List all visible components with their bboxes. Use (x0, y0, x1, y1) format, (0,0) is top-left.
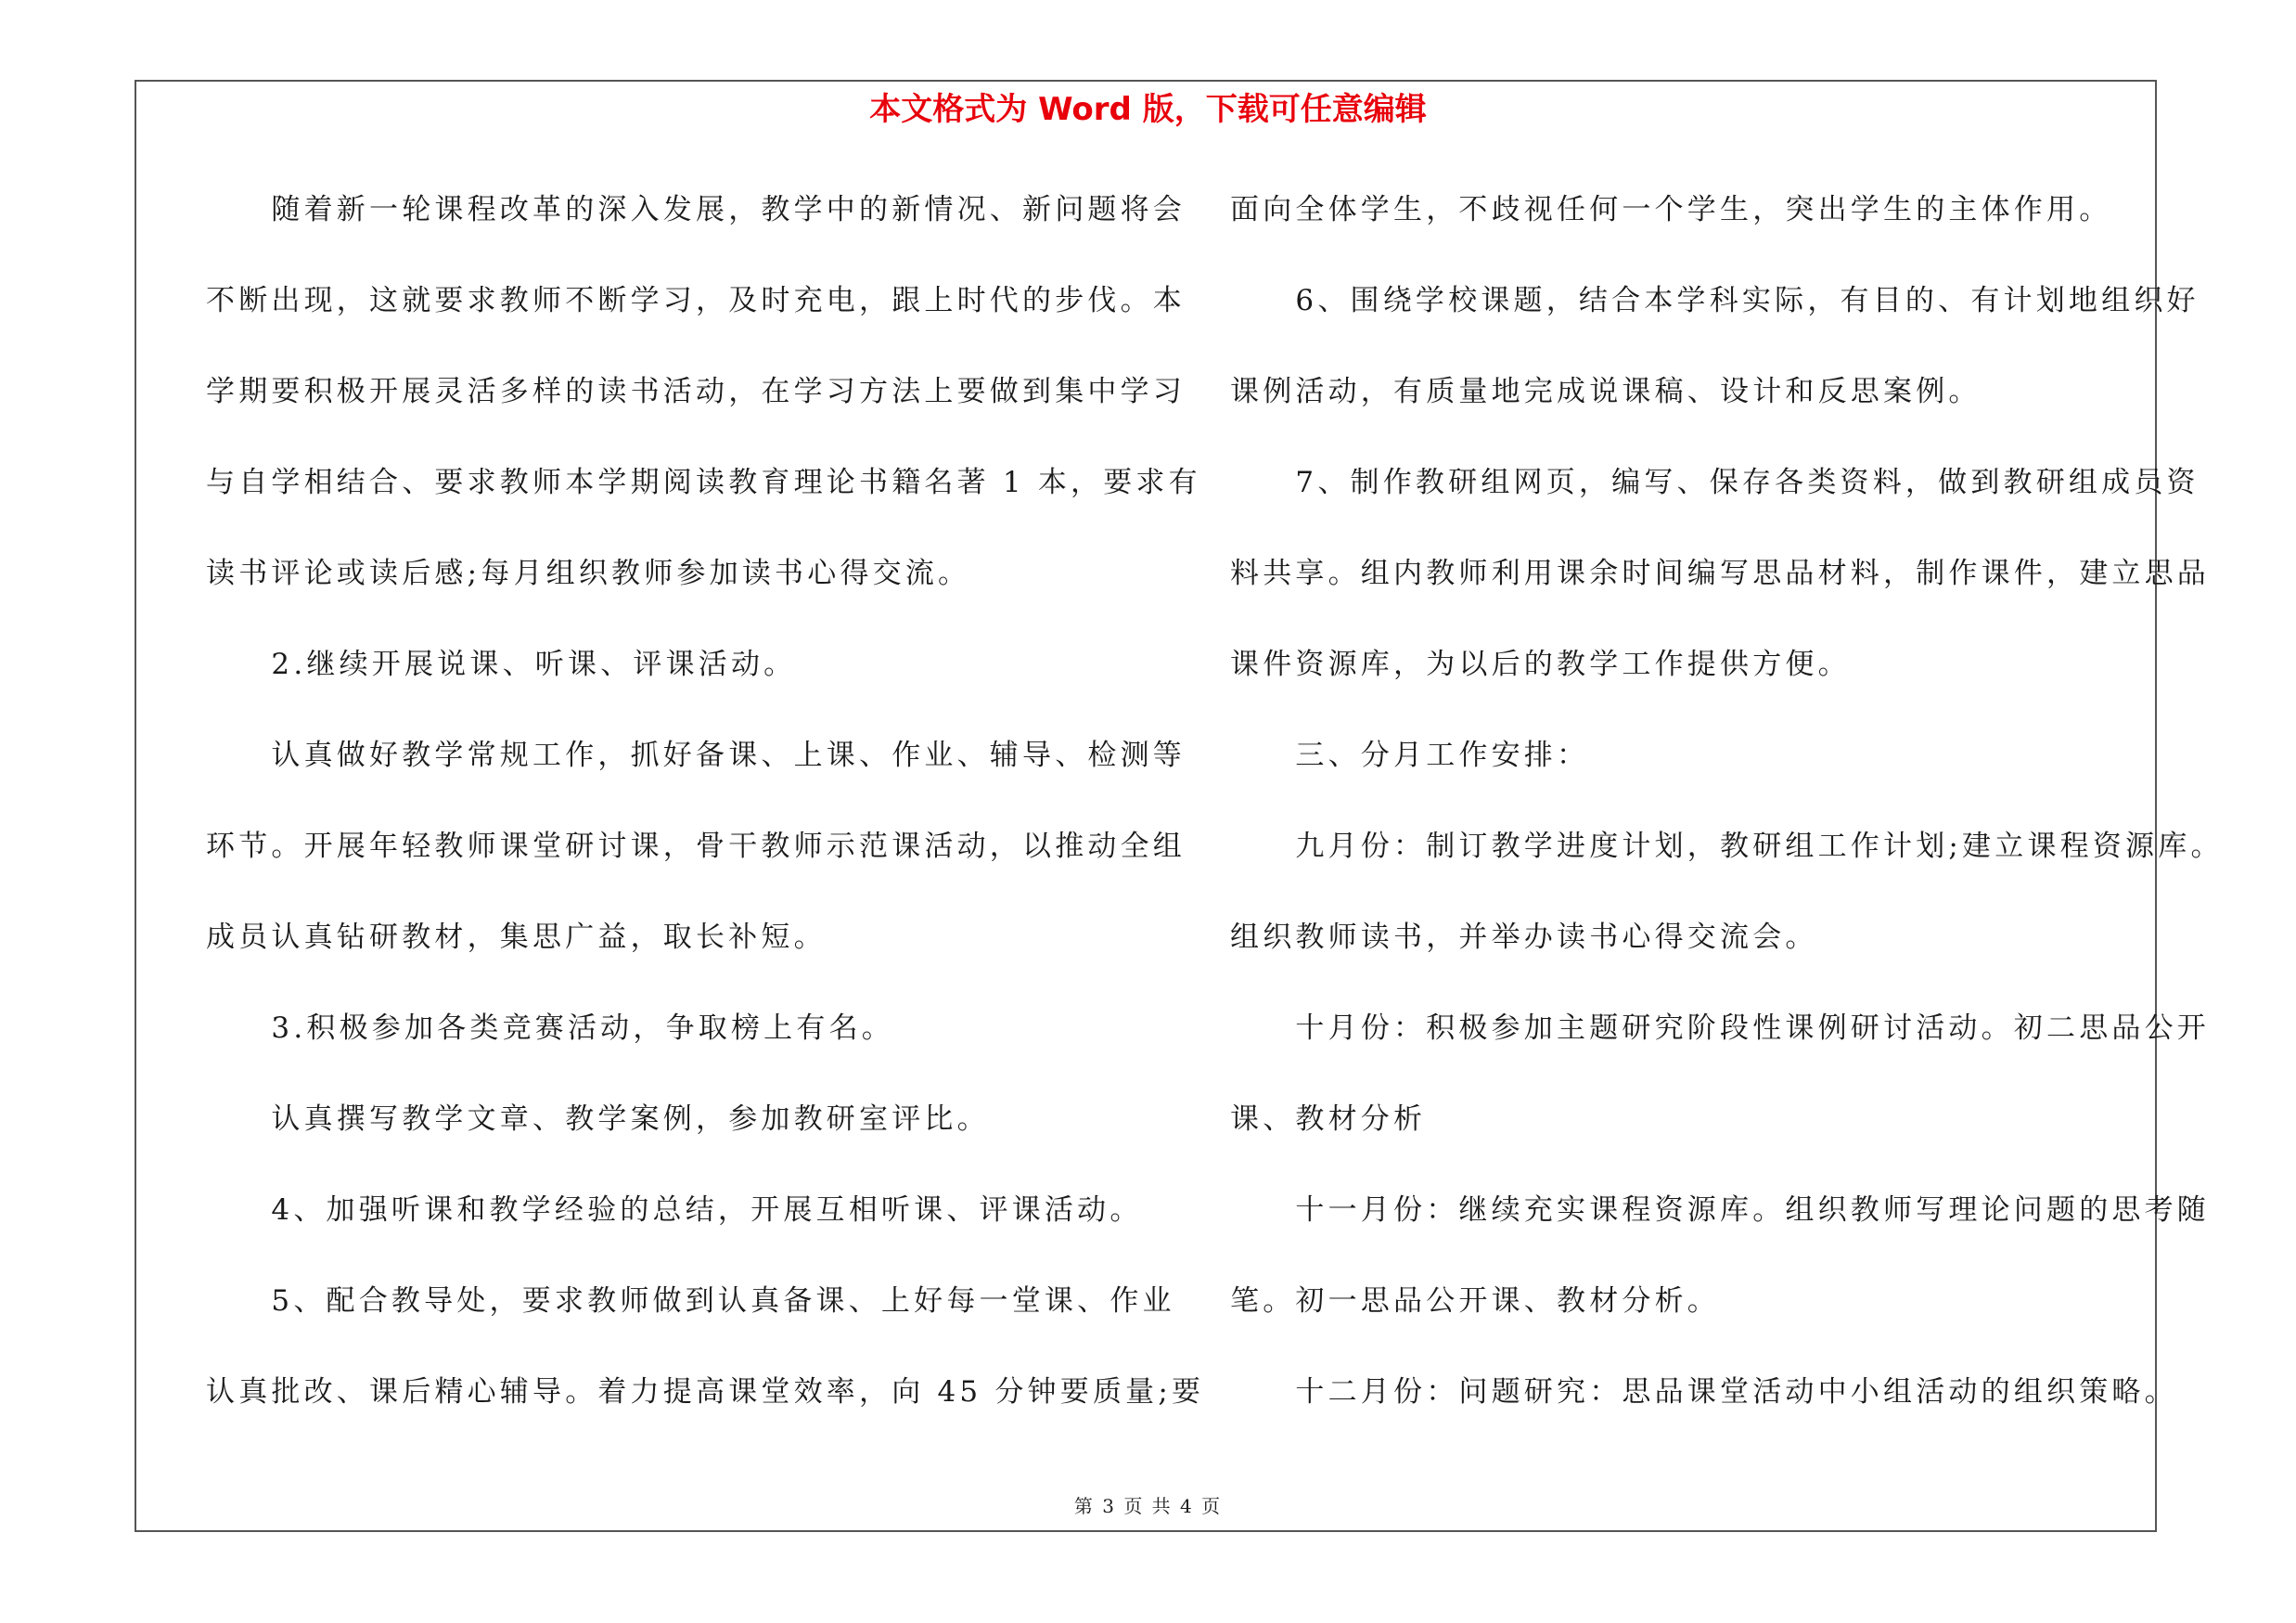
right-column (1230, 187, 2224, 1461)
paragraph-line: 成员认真钻研教材，集思广益，取长补短。 (206, 921, 827, 954)
paragraph-line: 笔。初一思品公开课、教材分析。 (1230, 1284, 1720, 1318)
paragraph-line: 十二月份：问题研究：思品课堂活动中小组活动的组织策略。 (1230, 1375, 2177, 1409)
paragraph-line: 不断出现，这就要求教师不断学习，及时充电，跟上时代的步伐。本 (206, 284, 1186, 317)
paragraph-line: 与自学相结合、要求教师本学期阅读教育理论书籍名著 1 本，要求有 (206, 466, 1201, 499)
paragraph-line: 5、配合教导处，要求教师做到认真备课、上好每一堂课、作业 (206, 1284, 1175, 1318)
paragraph-line: 4、加强听课和教学经验的总结，开展互相听课、评课活动。 (206, 1193, 1143, 1227)
paragraph-line: 三、分月工作安排： (1230, 739, 1590, 772)
paragraph-line: 随着新一轮课程改革的深入发展，教学中的新情况、新问题将会 (206, 193, 1186, 226)
word-format-banner: 本文格式为 Word 版，下载可任意编辑 (869, 91, 1427, 128)
paragraph-line: 九月份：制订教学进度计划，教研组工作计划;建立课程资源库。 (1230, 830, 2224, 863)
paragraph-line: 课件资源库，为以后的教学工作提供方便。 (1230, 648, 1851, 681)
paragraph-line: 面向全体学生，不歧视任何一个学生，突出学生的主体作用。 (1230, 193, 2112, 226)
page-number: 第 3 页 共 4 页 (1073, 1495, 1223, 1517)
paragraph-line: 认真做好教学常规工作，抓好备课、上课、作业、辅导、检测等 (206, 739, 1186, 772)
paragraph-line: 认真批改、课后精心辅导。着力提高课堂效率，向 45 分钟要质量;要 (206, 1375, 1205, 1409)
paragraph-line: 7、制作教研组网页，编写、保存各类资料，做到教研组成员资 (1230, 466, 2200, 499)
paragraph-line: 课、教材分析 (1230, 1102, 1427, 1136)
paragraph-line: 6、围绕学校课题，结合本学科实际，有目的、有计划地组织好 (1230, 284, 2200, 317)
paragraph-line: 2.继续开展说课、听课、评课活动。 (206, 648, 797, 681)
paragraph-line: 十月份：积极参加主题研究阶段性课例研讨活动。初二思品公开 (1230, 1011, 2210, 1045)
paragraph-line: 十一月份：继续充实课程资源库。组织教师写理论问题的思考随 (1230, 1193, 2210, 1227)
left-column (206, 187, 1205, 1461)
paragraph-line: 3.积极参加各类竞赛活动，争取榜上有名。 (206, 1011, 894, 1045)
paragraph-line: 料共享。组内教师利用课余时间编写思品材料，制作课件，建立思品 (1230, 557, 2210, 590)
paragraph-line: 组织教师读书，并举办读书心得交流会。 (1230, 921, 1818, 954)
paragraph-line: 读书评论或读后感;每月组织教师参加读书心得交流。 (206, 557, 971, 590)
paragraph-line: 课例活动，有质量地完成说课稿、设计和反思案例。 (1230, 375, 1982, 408)
paragraph-line: 认真撰写教学文章、教学案例，参加教研室评比。 (206, 1102, 990, 1136)
paragraph-line: 环节。开展年轻教师课堂研讨课，骨干教师示范课活动，以推动全组 (206, 830, 1186, 863)
paragraph-line: 学期要积极开展灵活多样的读书活动，在学习方法上要做到集中学习 (206, 375, 1186, 408)
